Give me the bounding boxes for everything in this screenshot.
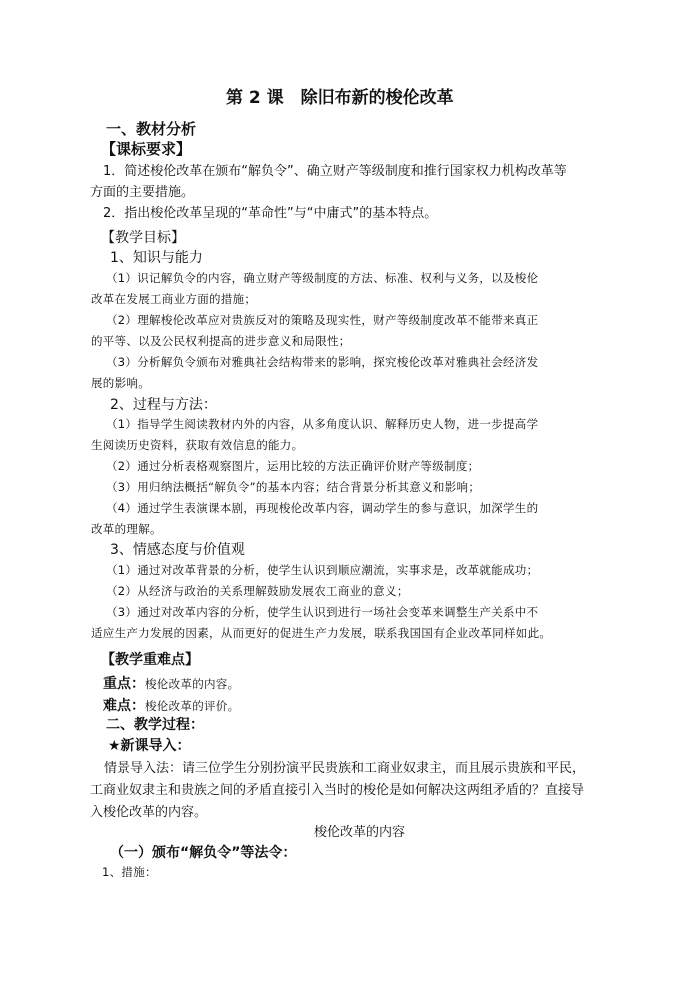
hard-point (103, 697, 239, 713)
attitude-line: （2）从经济与政治的关系理解鼓励发展农工商业的意义； (106, 584, 409, 598)
standards-heading: 【课标要求】 (101, 140, 192, 158)
knowledge-line: （1）识记解负令的内容，确立财产等级制度的方法、标准、权利与义务，以及梭伦 (106, 271, 539, 285)
sub-heading-decree: （一）颁布“解负令”等法令： (110, 845, 297, 861)
measures-label: 1、措施： (102, 865, 157, 879)
knowledge-line: （3）分析解负令颁布对雅典社会结构带来的影响，探究梭伦改革对雅典社会经济发 (106, 355, 539, 369)
standards-line: 2．指出梭伦改革呈现的“革命性”与“中庸式”的基本特点。 (103, 206, 438, 221)
key-point (103, 675, 239, 691)
process-line: （1）指导学生阅读教材内外的内容，从多角度认识、解释历史人物，进一步提高学 (106, 417, 539, 431)
knowledge-line: （2）理解梭伦改革应对贵族反对的策略及现实性，财产等级制度改革不能带来真正 (106, 313, 539, 327)
attitude-line: （3）通过对改革内容的分析，使学生认识到进行一场社会变革来调整生产关系中不 (106, 605, 539, 619)
attitude-heading: 3、情感态度与价值观 (110, 542, 245, 558)
goals-heading: 【教学目标】 (101, 230, 185, 246)
knowledge-heading: 1、知识与能力 (110, 250, 203, 266)
attitude-line: （1）通过对改革背景的分析，使学生认识到顺应潮流，实事求是，改革就能成功； (106, 563, 539, 577)
page-title: 第 2 课 除旧布新的梭伦改革 (226, 88, 454, 108)
intro-line: 工商业奴隶主和贵族之间的矛盾直接引入当时的梭伦是如何解决这两组矛盾的？直接导 (90, 783, 585, 798)
process-line: 生阅读历史资料，获取有效信息的能力。 (91, 438, 304, 452)
intro-heading: ★新课导入： (108, 738, 191, 754)
content-title: 梭伦改革的内容 (314, 825, 406, 840)
knowledge-line: 的平等、以及公民权利提高的进步意义和局限性； (91, 334, 351, 348)
process-line: （2）通过分析表格观察图片，运用比较的方法正确评价财产等级制度； (106, 459, 480, 473)
intro-line: 情景导入法：请三位学生分别扮演平民贵族和工商业奴隶主，而且展示贵族和平民， (104, 761, 586, 776)
standards-line: 方面的主要措施。 (90, 185, 195, 200)
section-heading-process: 二、教学过程： (106, 717, 204, 733)
knowledge-line: 改革在发展工商业方面的措施； (91, 292, 257, 306)
process-line: 改革的理解。 (91, 522, 162, 536)
process-heading: 2、过程与方法： (110, 397, 217, 413)
section-heading-analysis: 一、教材分析 (106, 120, 197, 138)
difficulty-heading: 【教学重难点】 (101, 652, 199, 668)
hard-label: 难点： (103, 698, 145, 714)
knowledge-line: 展的影响。 (91, 376, 150, 390)
attitude-line: 适应生产力发展的因素，从而更好的促进生产力发展，联系我国国有企业改革同样如此。 (91, 626, 552, 640)
hard-text: 梭伦改革的评价。 (145, 699, 240, 713)
key-label: 重点： (103, 676, 145, 692)
key-text: 梭伦改革的内容。 (145, 677, 240, 691)
process-line: （4）通过学生表演课本剧，再现梭伦改革内容，调动学生的参与意识，加深学生的 (106, 501, 539, 515)
intro-line: 入梭伦改革的内容。 (90, 805, 208, 820)
process-line: （3）用归纳法概括“解负令”的基本内容；结合背景分析其意义和影响； (106, 480, 481, 494)
standards-line: 1．简述梭伦改革在颁布“解负令”、确立财产等级制度和推行国家权力机构改革等 (103, 164, 567, 179)
